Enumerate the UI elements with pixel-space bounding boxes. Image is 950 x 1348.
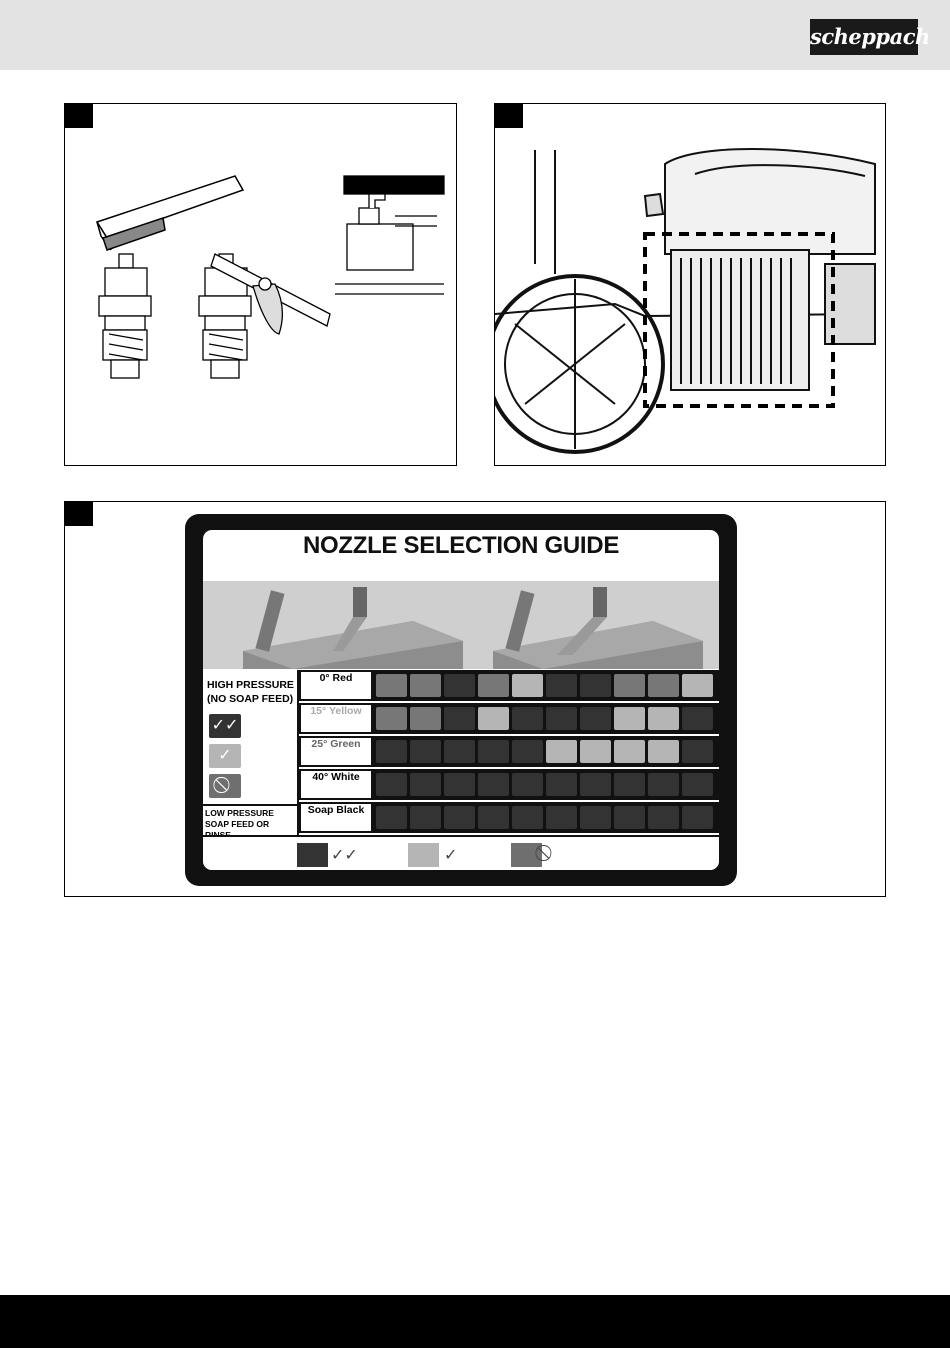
fence-icon: [478, 740, 509, 763]
house-icon: [614, 773, 645, 796]
legend-acceptable-symbol: ✓: [444, 847, 458, 864]
nozzle-photo: [203, 581, 719, 669]
nozzle-row-15-yellow: [299, 703, 719, 734]
not-recommended-swatch: [209, 774, 241, 798]
nozzle-label: 25° Green: [301, 738, 371, 765]
driveway-icon: [580, 806, 611, 829]
car-icon: [376, 707, 407, 730]
pressure-column: [203, 670, 299, 840]
path-icon: [444, 707, 475, 730]
figure-number-badge: [65, 502, 93, 526]
deck-icon: [512, 773, 543, 796]
nozzle-row-40-white: [299, 769, 719, 800]
nozzle-label: 15° Yellow: [301, 705, 371, 732]
brand-logo: scheppach: [810, 19, 918, 55]
stairs-icon: [546, 674, 577, 697]
brush-icon: [682, 773, 713, 796]
house-icon: [614, 806, 645, 829]
recommended-swatch: ✓✓: [209, 714, 241, 738]
path-icon: [444, 806, 475, 829]
deck-icon: [512, 674, 543, 697]
patio-furniture-icon: [410, 773, 441, 796]
driveway-icon: [580, 773, 611, 796]
deck-icon: [512, 806, 543, 829]
electrode-gap-detail: [335, 176, 444, 294]
car-icon: [376, 773, 407, 796]
patio-furniture-icon: [410, 806, 441, 829]
legend: [203, 835, 719, 870]
driveway-icon: [580, 674, 611, 697]
stairs-icon: [546, 707, 577, 730]
driveway-icon: [580, 740, 611, 763]
legend-recommended-swatch: [297, 843, 328, 867]
two-story-house-icon: [648, 773, 679, 796]
low-pressure-label: LOW PRESSURE SOAP FEED OR: [203, 804, 297, 843]
brush-icon: [682, 674, 713, 697]
patio-furniture-icon: [410, 674, 441, 697]
deck-icon: [512, 740, 543, 763]
path-icon: [444, 773, 475, 796]
high-pressure-label: HIGH PRESSURE (NO SOAP FEED): [207, 679, 294, 705]
driveway-icon: [580, 707, 611, 730]
fence-icon: [478, 674, 509, 697]
legend-not-recommended-swatch: [511, 843, 542, 867]
spark-plug-icon: [99, 254, 151, 378]
wire-brush-icon: [97, 176, 243, 250]
fence-icon: [478, 806, 509, 829]
car-icon: [376, 806, 407, 829]
header-bar: [0, 0, 950, 70]
brush-icon: [682, 806, 713, 829]
two-story-house-icon: [648, 806, 679, 829]
figure-spark-plug: [64, 103, 457, 466]
nozzle-row-0-red: [299, 670, 719, 701]
house-icon: [614, 674, 645, 697]
nozzle-label: 40° White: [301, 771, 371, 798]
patio-furniture-icon: [410, 707, 441, 730]
figure-engine: [494, 103, 886, 466]
engine-illustration: [495, 104, 885, 465]
patio-furniture-icon: [410, 740, 441, 763]
footer-bar: [0, 1295, 950, 1348]
fence-icon: [478, 707, 509, 730]
legend-acceptable-swatch: [408, 843, 439, 867]
nozzle-label: Soap Black: [301, 804, 371, 831]
path-icon: [444, 674, 475, 697]
brush-icon: [682, 740, 713, 763]
guide-title: NOZZLE SELECTION GUIDE: [302, 532, 620, 559]
stairs-icon: [546, 740, 577, 763]
spark-plug-illustration: [65, 104, 456, 465]
car-icon: [376, 740, 407, 763]
acceptable-swatch: ✓: [209, 744, 241, 768]
two-story-house-icon: [648, 674, 679, 697]
house-icon: [614, 740, 645, 763]
path-icon: [444, 740, 475, 763]
two-story-house-icon: [648, 707, 679, 730]
legend-recommended-symbol: ✓✓: [331, 847, 358, 864]
car-icon: [376, 674, 407, 697]
stairs-icon: [546, 773, 577, 796]
nozzle-row-25-green: [299, 736, 719, 767]
two-story-house-icon: [648, 740, 679, 763]
nozzle-label: 0° Red: [301, 672, 371, 699]
nozzle-guide-panel: [203, 530, 719, 870]
fence-icon: [478, 773, 509, 796]
brush-icon: [682, 707, 713, 730]
nozzle-row-soap-black: [299, 802, 719, 833]
house-icon: [614, 707, 645, 730]
stairs-icon: [546, 806, 577, 829]
deck-icon: [512, 707, 543, 730]
